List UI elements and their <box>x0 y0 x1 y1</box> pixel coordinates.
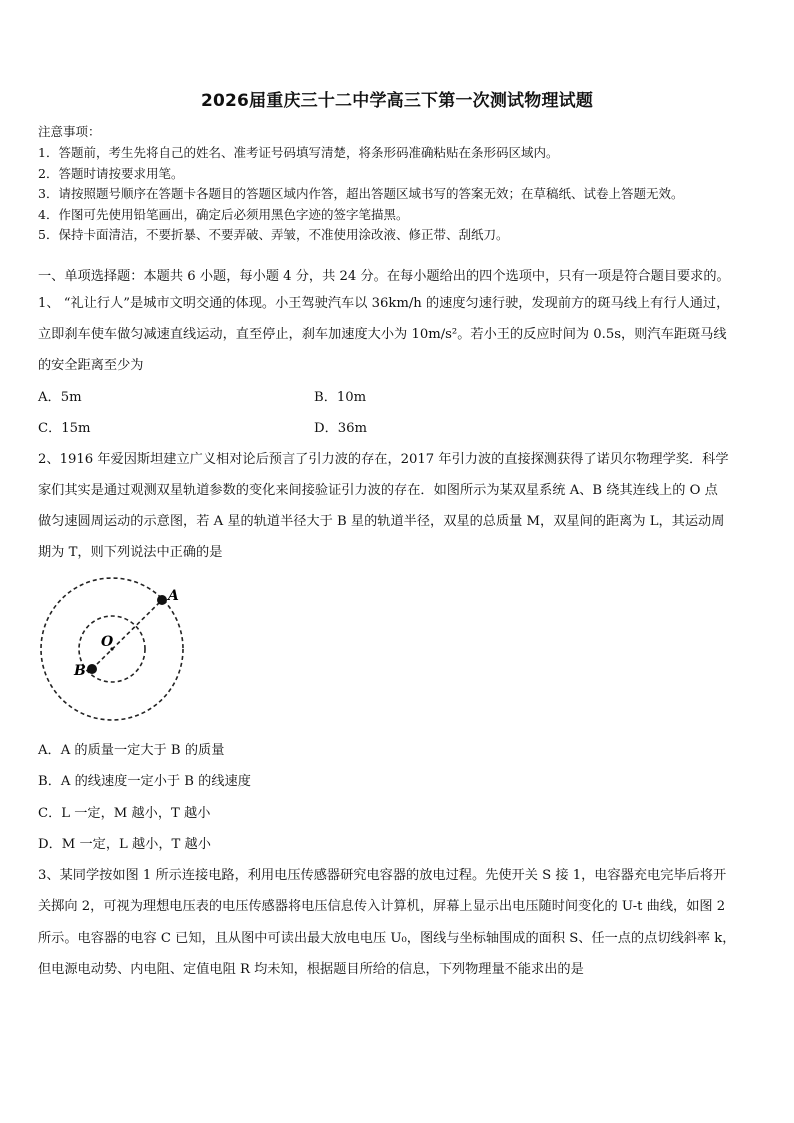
q1-option-a: A．5m <box>38 390 82 405</box>
star-a <box>157 595 167 605</box>
page-title: 2026届重庆三十二中学高三下第一次测试物理试题 <box>200 91 594 111</box>
q2-option-b: B．A 的线速度一定小于 B 的线速度 <box>38 774 251 789</box>
q2-line-3: 做匀速圆周运动的示意图，若 A 星的轨道半径大于 B 星的轨道半径，双星的总质量 M，双星间的距离为 L，其运动周 <box>38 514 725 529</box>
q3-line-4: 但电源电动势、内电阻、定值电阻 R 均未知，根据题目所给的信息，下列物理量不能求出的是 <box>38 962 584 977</box>
q1-line-3: 的安全距离至少为 <box>38 358 144 373</box>
q1-line-1: 1、 “礼让行人”是城市文明交通的体现。小王驾驶汽车以 36km/h 的速度匀速行驶，发现前方的斑马线上有行人通过， <box>38 296 730 311</box>
binary-star-diagram <box>34 574 194 726</box>
q1-option-d: D．36m <box>314 421 368 436</box>
q2-line-2: 家们其实是通过观测双星轨道参数的变化来间接验证引力波的存在．如图所示为某双星系统 A、B 绕其连线上的 O 点 <box>38 483 718 498</box>
notice-item-5: 5．保持卡面清洁，不要折暴、不要弄破、弄皱，不准使用涂改液、修正带、刮纸刀。 <box>38 227 509 242</box>
section-heading: 一、单项选择题：本题共 6 小题，每小题 4 分，共 24 分。在每小题给出的四个选项中，只有一项是符合题目要求的。 <box>38 269 730 284</box>
notice-item-3: 3．请按照题号顺序在答题卡各题目的答题区域内作答，超出答题区域书写的答案无效；在草稿纸、试卷上答题无效。 <box>38 186 684 201</box>
q3-line-3: 所示。电容器的电容 C 已知，且从图中可读出最大放电电压 U₀，图线与坐标轴围成的面积 S、任一点的点切线斜率 k， <box>38 931 736 946</box>
q3-line-1: 3、某同学按如图 1 所示连接电路，利用电压传感器研究电容器的放电过程。先使开关 S 接 1，电容器充电完毕后将开 <box>38 868 727 883</box>
q2-option-a: A．A 的质量一定大于 B 的质量 <box>38 743 225 758</box>
q2-line-4: 期为 T，则下列说法中正确的是 <box>38 545 223 560</box>
notice-heading: 注意事项： <box>38 124 101 139</box>
notice-item-1: 1．答题前，考生先将自己的姓名、准考证号码填写清楚，将条形码准确粘贴在条形码区域内。 <box>38 145 559 160</box>
star-b <box>87 664 97 674</box>
notice-item-4: 4．作图可先使用铅笔画出，确定后必须用黑色字迹的签字笔描黑。 <box>38 207 409 222</box>
q1-option-b: B．10m <box>314 390 367 405</box>
q2-line-1: 2、1916 年爱因斯坦建立广义相对论后预言了引力波的存在，2017 年引力波的直接探测获得了诺贝尔物理学奖．科学 <box>38 452 729 467</box>
q2-option-d: D．M 一定，L 越小，T 越小 <box>38 837 211 852</box>
q1-option-c: C．15m <box>38 421 91 436</box>
label-a: A <box>168 588 179 604</box>
label-b: B <box>74 663 86 679</box>
label-o: O <box>101 634 114 650</box>
q1-line-2: 立即刹车使车做匀减速直线运动，直至停止，刹车加速度大小为 10m/s²。若小王的反应时间为 0.5s，则汽车距斑马线 <box>38 327 727 342</box>
q3-line-2: 关掷向 2，可视为理想电压表的电压传感器将电压信息传入计算机，屏幕上显示出电压随时间变化的 U-t 曲线，如图 2 <box>38 899 726 914</box>
q2-option-c: C．L 一定，M 越小，T 越小 <box>38 806 211 821</box>
notice-item-2: 2．答题时请按要求用笔。 <box>38 166 184 181</box>
